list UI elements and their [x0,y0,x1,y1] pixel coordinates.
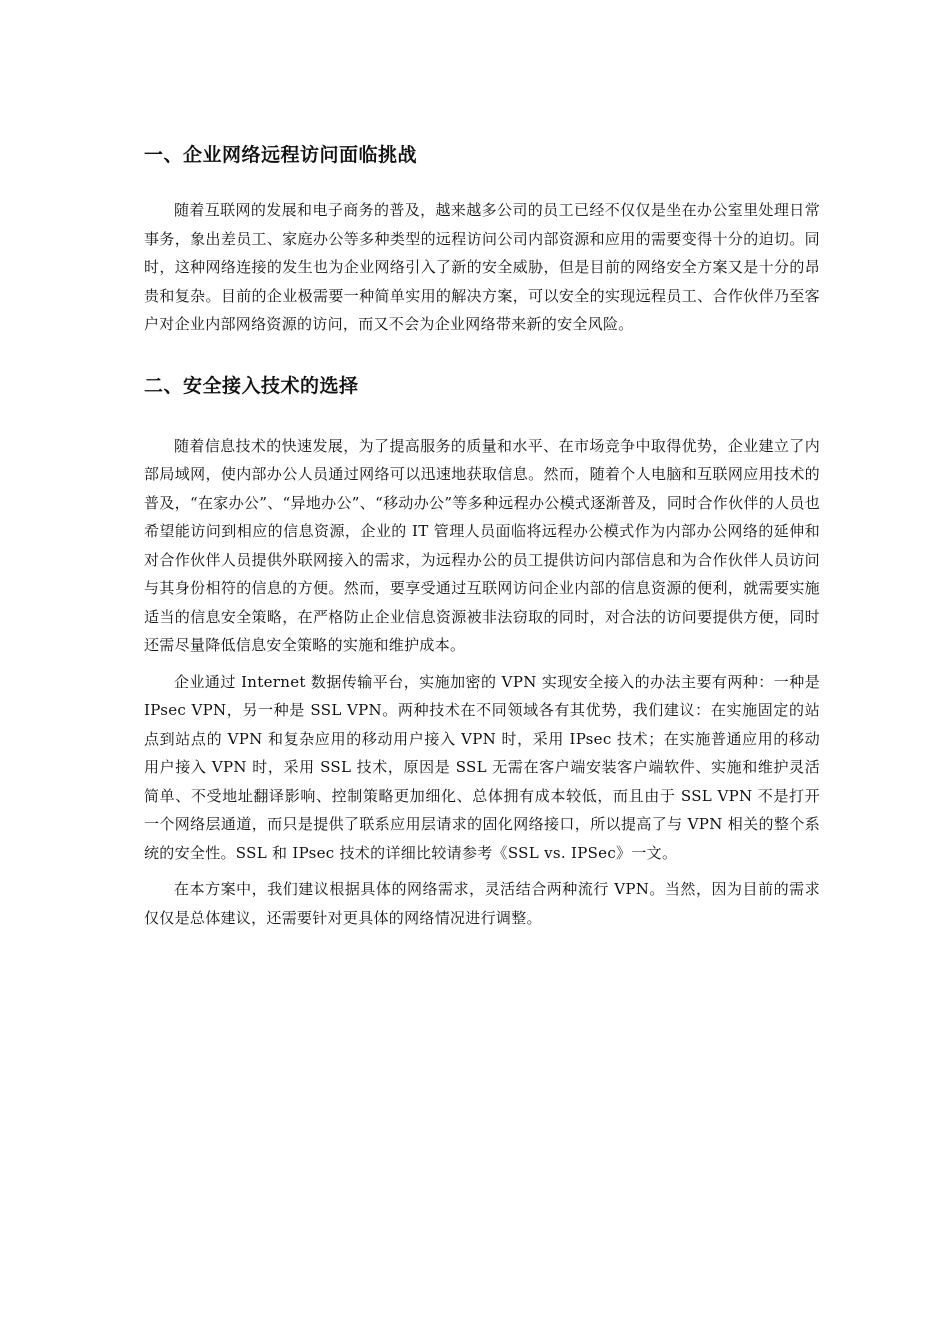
section-1-paragraph-1: 随着互联网的发展和电子商务的普及，越来越多公司的员工已经不仅仅是坐在办公室里处理日常事务，象出差员工、家庭办公等多种类型的远程访问公司内部资源和应用的需要变得十分的迫切。同时，这种网络连接的发生也为企业网络引入了新的安全威胁，但是目前的网络安全方案又是十分的昂贵和复杂。目前的企业极需要一种简单实用的解决方案，可以安全的实现远程员工、合作伙伴乃至客户对企业内部网络资源的访问，而又不会为企业网络带来新的安全风险。 [144,201,820,333]
section-2-paragraph-1: 随着信息技术的快速发展，为了提高服务的质量和水平、在市场竞争中取得优势，企业建立了内部局域网，使内部办公人员通过网络可以迅速地获取信息。然而，随着个人电脑和互联网应用技术的普及，“在家办公”、“异地办公”、“移动办公”等多种远程办公模式逐渐普及，同时合作伙伴的人员也希望能访问到相应的信息资源，企业的 IT 管理人员面临将远程办公模式作为内部办公网络的延伸和对合作伙伴人员提供外联网接入的需求，为远程办公的员工提供访问内部信息和为合作伙伴人员访问与其身份相符的信息的方便。然而，要享受通过互联网访问企业内部的信息资源的便利，就需要实施适当的信息安全策略，在严格防止企业信息资源被非法窃取的同时，对合法的访问要提供方便，同时还需尽量降低信息安全策略的实施和维护成本。 [144,436,820,654]
section-2-paragraph-3: 在本方案中，我们建议根据具体的网络需求，灵活结合两种流行 VPN。当然，因为目前的需求仅仅是总体建议，还需要针对更具体的网络情况进行调整。 [144,880,820,927]
section-2-paragraph-2: 企业通过 Internet 数据传输平台，实施加密的 VPN 实现安全接入的办法主要有两种：一种是 IPsec VPN，另一种是 SSL VPN。两种技术在不同领域各有其优势，我们建议：在实施固定的站点到站点的 VPN 和复杂应用的移动用户接入 VPN 时，采用 IPsec 技术；在实施普通应用的移动用户接入 VPN 时，采用 SSL 技术，原因是 SSL 无需在客户端安装客户端软件、实施和维护灵活简单、不受地址翻译影响、控制策略更加细化、总体拥有成本较低，而且由于 SSL VPN 不是打开一个网络层通道，而只是提供了联系应用层请求的固化网络接口，所以提高了与 VPN 相关的整个系统的安全性。SSL 和 IPsec 技术的详细比较请参考《SSL vs. IPSec》一文。 [144,672,820,862]
section-heading-2: 二、安全接入技术的选择 [144,374,359,397]
section-heading-1: 一、企业网络远程访问面临挑战 [144,144,418,166]
document-page [144,140,820,940]
